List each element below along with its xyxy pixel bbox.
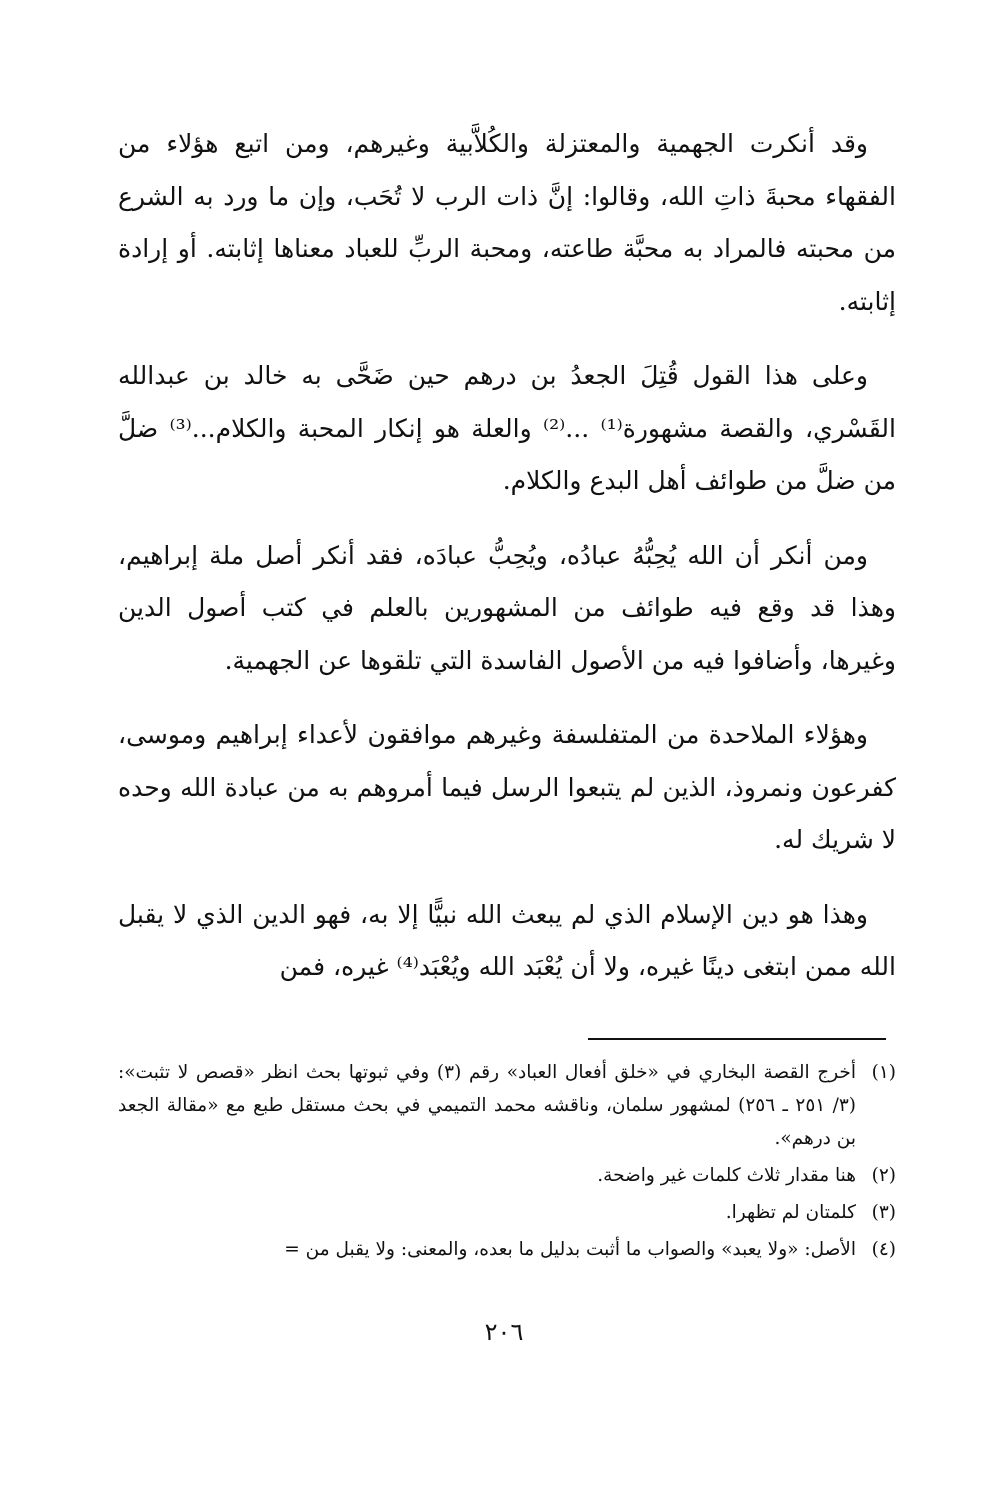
footnote-4 [118, 1233, 896, 1266]
footnote-number: (٣) [871, 1202, 896, 1223]
paragraph-5: وهذا هو دين الإسلام الذي لم يبعث الله نبيًّا إلا به، فهو الدين الذي لا يقبل الله ممن ابتغى دينًا غيره، ولا أن يُعْبَد الله ويُعْبَد⁽⁴⁾ غيره، فمن [118, 899, 896, 981]
footnote-number: (٢) [871, 1165, 896, 1186]
footnotes [118, 1056, 896, 1270]
paragraph-4: وهؤلاء الملاحدة من المتفلسفة وغيرهم موافقون لأعداء إبراهيم وموسى، كفرعون ونمروذ، الذين لم يتبعوا الرسل فيما أمروهم به من عبادة الله وحده لا شريك له. [118, 720, 896, 854]
footnote-number: (١) [871, 1062, 896, 1083]
footnote-3 [118, 1196, 896, 1229]
footnote-text: هنا مقدار ثلاث كلمات غير واضحة. [597, 1165, 856, 1186]
main-text [118, 118, 896, 994]
paragraph-3: ومن أنكر أن الله يُحِبُّهُ عبادُه، ويُحِبُّ عبادَه، فقد أنكر أصل ملة إبراهيم، وهذا قد وقع فيه طوائف من المشهورين بالعلم في كتب أصول الدين وغيرها، وأضافوا فيه من الأصول الفاسدة التي تلقوها عن الجهمية. [118, 540, 896, 675]
footnote-text: أخرج القصة البخاري في «خلق أفعال العباد» رقم (٣) وفي ثبوتها بحث انظر «قصص لا تثبت»: (٣/ ٢٥١ ـ ٢٥٦) لمشهور سلمان، وناقشه محمد التميمي في بحث مستقل طبع مع «مقالة الجعد بن درهم». [118, 1062, 857, 1149]
page-number: ٢٠٦ [484, 1318, 524, 1346]
footnote-text: كلمتان لم تظهرا. [725, 1202, 856, 1223]
paragraph-2: وعلى هذا القول قُتِلَ الجعدُ بن درهم حين ضَحَّى به خالد بن عبدالله القَسْري، والقصة مشهورة⁽¹⁾ ...⁽²⁾ والعلة هو إنكار المحبة والكلام...⁽³⁾ ضلَّ من ضلَّ من طوائف أهل البدع والكلام. [118, 361, 896, 495]
footnote-2 [118, 1159, 896, 1192]
footnote-1 [118, 1056, 896, 1155]
footnote-text: الأصل: «ولا يعبد» والصواب ما أثبت بدليل ما بعده، والمعنى: ولا يقبل من = [284, 1239, 856, 1260]
footnote-separator [588, 1038, 886, 1040]
footnote-number: (٤) [871, 1239, 896, 1260]
paragraph-1: وقد أنكرت الجهمية والمعتزلة والكُلاَّبية وغيرهم، ومن اتبع هؤلاء من الفقهاء محبةَ ذاتِ الله، وقالوا: إنَّ ذات الرب لا تُحَب، وإن ما ورد به الشرع من محبته فالمراد به محبَّة طاعته، ومحبة الربِّ للعباد معناها إثابته. أو إرادة إثابته. [118, 129, 896, 316]
